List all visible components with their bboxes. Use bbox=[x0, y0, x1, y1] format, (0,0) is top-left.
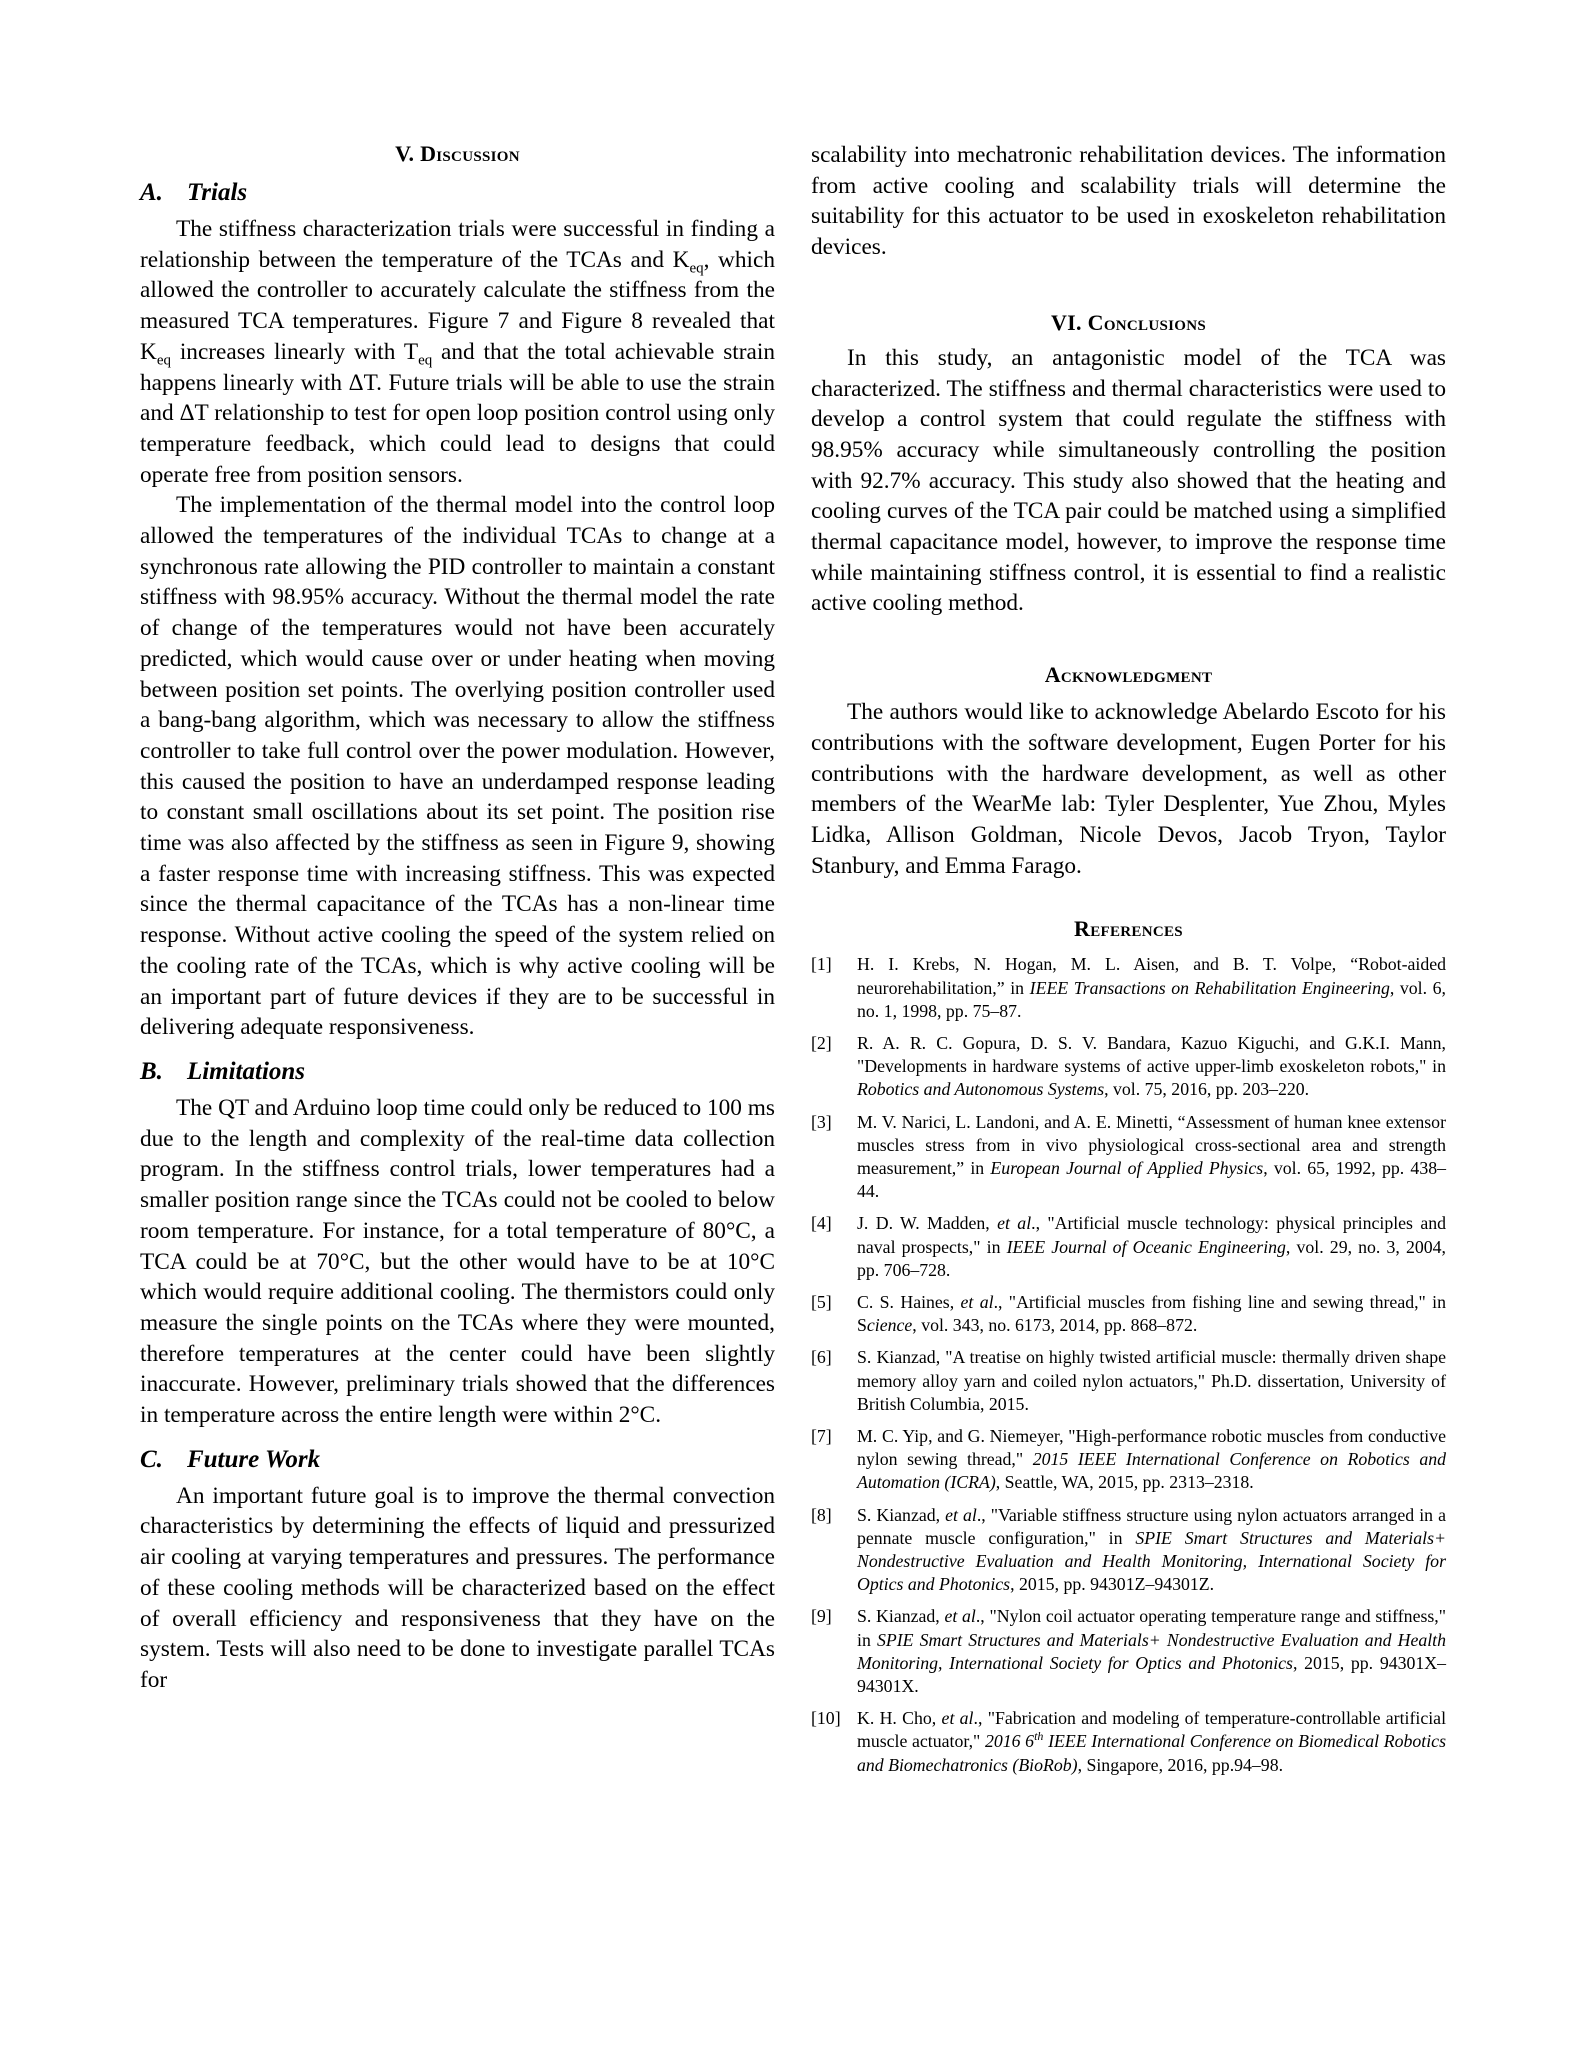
left-column bbox=[140, 140, 775, 1696]
reference-number: [8] bbox=[811, 1504, 832, 1525]
reference-item bbox=[811, 1291, 1446, 1337]
future-work-number: C. bbox=[140, 1445, 163, 1473]
reference-text: S. Kianzad, et al., "Nylon coil actuator operating temperature range and stiffness," in SPIE Smart Structures and Materials+ Nondestructive Evaluation and Health Monitoring, International Society for Optics and Photonics, 2015, pp. 94301X–94301X. bbox=[857, 1606, 1447, 1697]
future-work-paragraph: An important future goal is to improve the thermal convection characteristics by determining the effects of liquid and pressurized air cooling at varying temperatures and pressures. The performance of these cooling methods will be characterized based on the effect of overall efficiency and responsiveness that they have on the system. Tests will also need to be done to investigate parallel TCAs for bbox=[140, 1482, 775, 1693]
reference-item bbox=[811, 1212, 1446, 1282]
reference-item bbox=[811, 1605, 1446, 1698]
reference-item bbox=[811, 1032, 1446, 1102]
reference-number: [9] bbox=[811, 1606, 832, 1627]
conclusions-paragraph: In this study, an antagonistic model of the TCA was characterized. The stiffness and thermal characteristics were used to develop a control system that could regulate the stiffness with 98.95% accuracy while simultaneously controlling the position with 92.7% accuracy. This study also showed that the heating and cooling curves of the TCA pair could be matched using a simplified thermal capacitance model, however, to improve the response time while maintaining stiffness control, it is essential to find a realistic active cooling method. bbox=[811, 344, 1446, 617]
reference-number: [6] bbox=[811, 1347, 832, 1368]
reference-text: M. C. Yip, and G. Niemeyer, "High-performance robotic muscles from conductive nylon sewing thread," 2015 IEEE International Conference on Robotics and Automation (ICRA), Seattle, WA, 2015, pp. 2313–2318. bbox=[857, 1426, 1446, 1493]
discussion-title: Discussion bbox=[420, 141, 520, 166]
limitations-number: B. bbox=[140, 1057, 163, 1085]
reference-item bbox=[811, 1504, 1446, 1597]
acknowledgment-paragraph: The authors would like to acknowledge Abelardo Escoto for his contributions with the software development, Eugen Porter for his contributions with the hardware development, as well as other members of the WearMe lab: Tyler Desplenter, Yue Zhou, Myles Lidka, Allison Goldman, Nicole Devos, Jacob Tryon, Taylor Stanbury, and Emma Farago. bbox=[811, 699, 1446, 879]
reference-number: [7] bbox=[811, 1426, 832, 1447]
reference-text: H. I. Krebs, N. Hogan, M. L. Aisen, and B. T. Volpe, “Robot-aided neurorehabilitation,” in IEEE Transactions on Rehabilitation Engineering, vol. 6, no. 1, 1998, pp. 75–87. bbox=[857, 954, 1446, 1021]
limitations-subheading bbox=[140, 1055, 775, 1089]
trials-paragraph-2: The implementation of the thermal model into the control loop allowed the temperatures of the individual TCAs to change at a synchronous rate allowing the PID controller to maintain a constant stiffness with 98.95% accuracy. Without the thermal model the rate of change of the temperatures would not have been accurately predicted, which would cause over or under heating when moving between position set points. The overlying position controller used a bang-bang algorithm, which was necessary to allow the stiffness controller to take full control over the power modulation. However, this caused the position to have an underdamped response leading to constant small oscillations about its set point. The position rise time was also affected by the stiffness as seen in Figure 9, showing a faster response time with increasing stiffness. This was expected since the thermal capacitance of the TCAs has a non-linear time response. Without active cooling the speed of the system relied on the cooling rate of the TCAs, which is why active cooling will be an important part of future devices if they are to be successful in delivering adequate responsiveness. bbox=[140, 492, 775, 1041]
reference-item bbox=[811, 1425, 1446, 1495]
reference-text: R. A. R. C. Gopura, D. S. V. Bandara, Kazuo Kiguchi, and G.K.I. Mann, "Developments in hardware systems of active upper-limb exoskeleton robots," in Robotics and Autonomous Systems, vol. 75, 2016, pp. 203–220. bbox=[857, 1032, 1446, 1100]
trials-title: Trials bbox=[186, 179, 248, 206]
trials-number: A. bbox=[140, 179, 163, 206]
reference-number: [4] bbox=[811, 1213, 832, 1234]
reference-item bbox=[811, 1707, 1446, 1777]
reference-text: J. D. W. Madden, et al., "Artificial muscle technology: physical principles and naval prospects," in IEEE Journal of Oceanic Engineering, vol. 29, no. 3, 2004, pp. 706–728. bbox=[857, 1213, 1447, 1280]
trials-paragraph-1: The stiffness characterization trials were successful in finding a relationship between the temperature of the TCAs and $K_{eq}$, which allowed the controller to accurately calculate the stiffness from the measured TCA temperatures. Figure 7 and Figure 8 revealed that $K_{eq}$ increases linearly with $T_{eq}$ and that the total achievable strain happens linearly with ΔT. Future trials will be able to use the strain and ΔT relationship to test for open loop position control using only temperature feedback, which could lead to designs that could operate free from position sensors. bbox=[140, 216, 775, 488]
discussion-heading bbox=[140, 140, 775, 168]
reference-number: [1] bbox=[811, 954, 832, 975]
right-column bbox=[811, 140, 1446, 1777]
reference-item bbox=[811, 1346, 1446, 1416]
reference-text: S. Kianzad, et al., "Variable stiffness structure using nylon actuators arranged in a pennate muscle configuration," in SPIE Smart Structures and Materials+ Nondestructive Evaluation and Health Monitoring, International Society for Optics and Photonics, 2015, pp. 94301Z–94301Z. bbox=[857, 1504, 1446, 1595]
reference-number: [5] bbox=[811, 1292, 832, 1312]
conclusions-title: Conclusions bbox=[1087, 309, 1207, 335]
reference-list bbox=[811, 953, 1446, 1777]
reference-item bbox=[811, 953, 1446, 1023]
acknowledgment-heading: Acknowledgment bbox=[1044, 662, 1213, 688]
references-heading: References bbox=[1074, 916, 1183, 942]
continued-paragraph: scalability into mechatronic rehabilitation devices. The information from active cooling and scalability trials will determine the suitability for this actuator to be used in exoskeleton rehabilitation devices. bbox=[811, 142, 1446, 261]
reference-number: [2] bbox=[811, 1032, 832, 1053]
reference-item bbox=[811, 1111, 1446, 1204]
reference-number: [3] bbox=[811, 1111, 832, 1132]
future-work-title: Future Work bbox=[186, 1445, 321, 1473]
conclusions-heading bbox=[811, 309, 1446, 337]
limitations-paragraph: The QT and Arduino loop time could only be reduced to 100 ms due to the length and complexity of the real-time data collection program. In the stiffness control trials, lower temperatures had a smaller position range since the TCAs could not be cooled to below room temperature. For instance, for a total temperature of 80°C, a TCA could be at 70°C, but the other would have to be at 10°C which would require additional cooling. The thermistors could only measure the single points on the TCAs where they were mounted, therefore temperatures at the center could have been slightly inaccurate. However, preliminary trials showed that the differences in temperature across the entire length were within 2°C. bbox=[140, 1094, 775, 1429]
trials-subheading bbox=[140, 176, 775, 210]
reference-text: M. V. Narici, L. Landoni, and A. E. Minetti, “Assessment of human knee extensor muscles stress from in vivo physiological cross-sectional area and strength measurement,” in European Journal of Applied Physics, vol. 65, 1992, pp. 438–44. bbox=[857, 1111, 1446, 1202]
discussion-number: V. bbox=[395, 141, 415, 166]
future-work-subheading bbox=[140, 1443, 775, 1477]
reference-text: C. S. Haines, et al., "Artificial muscles from fishing line and sewing thread," in Science, vol. 343, no. 6173, 2014, pp. 868–872. bbox=[857, 1292, 1447, 1336]
reference-number: [10] bbox=[811, 1708, 841, 1729]
reference-text: S. Kianzad, "A treatise on highly twisted artificial muscle: thermally driven shape memory alloy yarn and coiled nylon actuators," Ph.D. dissertation, University of British Columbia, 2015. bbox=[857, 1347, 1446, 1414]
reference-text: K. H. Cho, et al., "Fabrication and modeling of temperature-controllable artificial muscle actuator," 2016 6th IEEE International Conference on Biomedical Robotics and Biomechatronics (BioRob), Singapore, 2016, pp.94–98. bbox=[857, 1708, 1447, 1775]
limitations-title: Limitations bbox=[186, 1057, 306, 1085]
conclusions-number: VI. bbox=[1050, 309, 1082, 335]
